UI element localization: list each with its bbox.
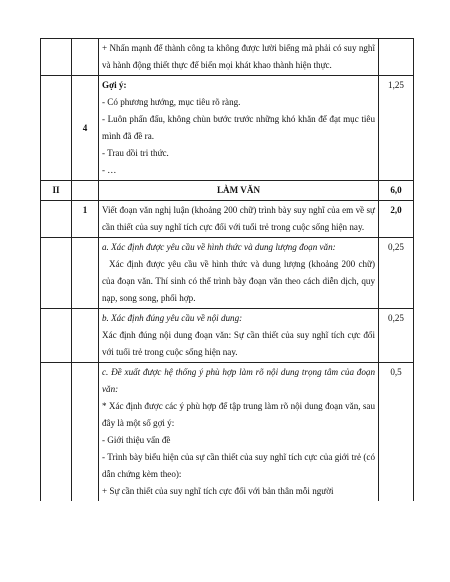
hint-label: Gợi ý: [102,80,127,90]
table-row [41,39,414,76]
section-title: LÀM VĂN [99,181,379,201]
criterion-line: + Sự cần thiết của suy nghĩ tích cực đối với bản thân mỗi người [102,486,334,496]
hint-line: - Luôn phấn đấu, không chùn bước trước những khó khăn để đạt mục tiêu mình đã đề ra. [102,114,375,141]
criterion-text: Xác định được yêu cầu về hình thức và dung lượng (khoảng 200 chữ) của đoạn văn. Thí sinh có thể trình bày đoạn văn theo cách diễn dịch, quy nạp, song song, phối hợp. [102,259,375,303]
table-row [41,76,414,181]
answer-text [99,238,379,309]
section-cell [41,309,72,363]
answer-text: + Nhấn mạnh để thành công ta không được lười biếng mà phải có suy nghĩ và hành động thiết thực để biến mọi khát khao thành hiện thực. [99,39,379,76]
question-number: 1 [72,201,99,238]
criterion-line: - Trình bày biểu hiện của sự cần thiết của suy nghĩ tích cực của giới trẻ (có dẫn chứng kèm theo): [102,452,375,479]
table-row [41,181,414,201]
answer-table [40,38,414,501]
hint-line: - Có phương hướng, mục tiêu rõ ràng. [102,97,241,107]
section-number: II [41,181,72,201]
criterion-heading: a. Xác định được yêu cầu về hình thức và dung lượng đoạn văn: [102,242,336,252]
section-cell [41,201,72,238]
answer-text [99,363,379,502]
score-value: 1,25 [379,76,414,181]
table-row [41,363,414,502]
score-value: 0,5 [379,363,414,502]
score-value: 2,0 [379,201,414,238]
question-number-cell [72,363,99,502]
section-cell [41,363,72,502]
criterion-heading: b. Xác định đúng yêu cầu về nội dung: [102,313,243,323]
score-value: 6,0 [379,181,414,201]
table-row [41,201,414,238]
criterion-text: Xác định đúng nội dung đoạn văn: Sự cần thiết của suy nghĩ tích cực đối với tuổi trẻ trong cuộc sống hiện nay. [102,330,375,357]
score-value: 0,25 [379,309,414,363]
question-number-cell [72,181,99,201]
table-row [41,238,414,309]
section-cell [41,76,72,181]
section-cell [41,238,72,309]
question-number-cell [72,238,99,309]
score-value: 0,25 [379,238,414,309]
table-row [41,309,414,363]
criterion-heading: c. Đề xuất được hệ thống ý phù hợp làm rõ nội dung trọng tâm của đoạn văn: [102,367,375,394]
hint-line: - Trau dồi tri thức. [102,148,169,158]
question-number-cell [72,39,99,76]
score-cell [379,39,414,76]
section-cell [41,39,72,76]
answer-text [99,76,379,181]
question-text: Viết đoạn văn nghị luận (khoảng 200 chữ) trình bày suy nghĩ của em về sự cần thiết của suy nghĩ tích cực đối với tuổi trẻ trong cuộc sống hiện nay. [99,201,379,238]
question-number: 4 [72,76,99,181]
question-number-cell [72,309,99,363]
answer-text [99,309,379,363]
hint-line: - … [102,165,117,175]
criterion-line: - Giới thiệu vấn đề [102,435,171,445]
criterion-line: * Xác định được các ý phù hợp để tập trung làm rõ nội dung đoạn văn, sau đây là một số gợi ý: [102,401,375,428]
